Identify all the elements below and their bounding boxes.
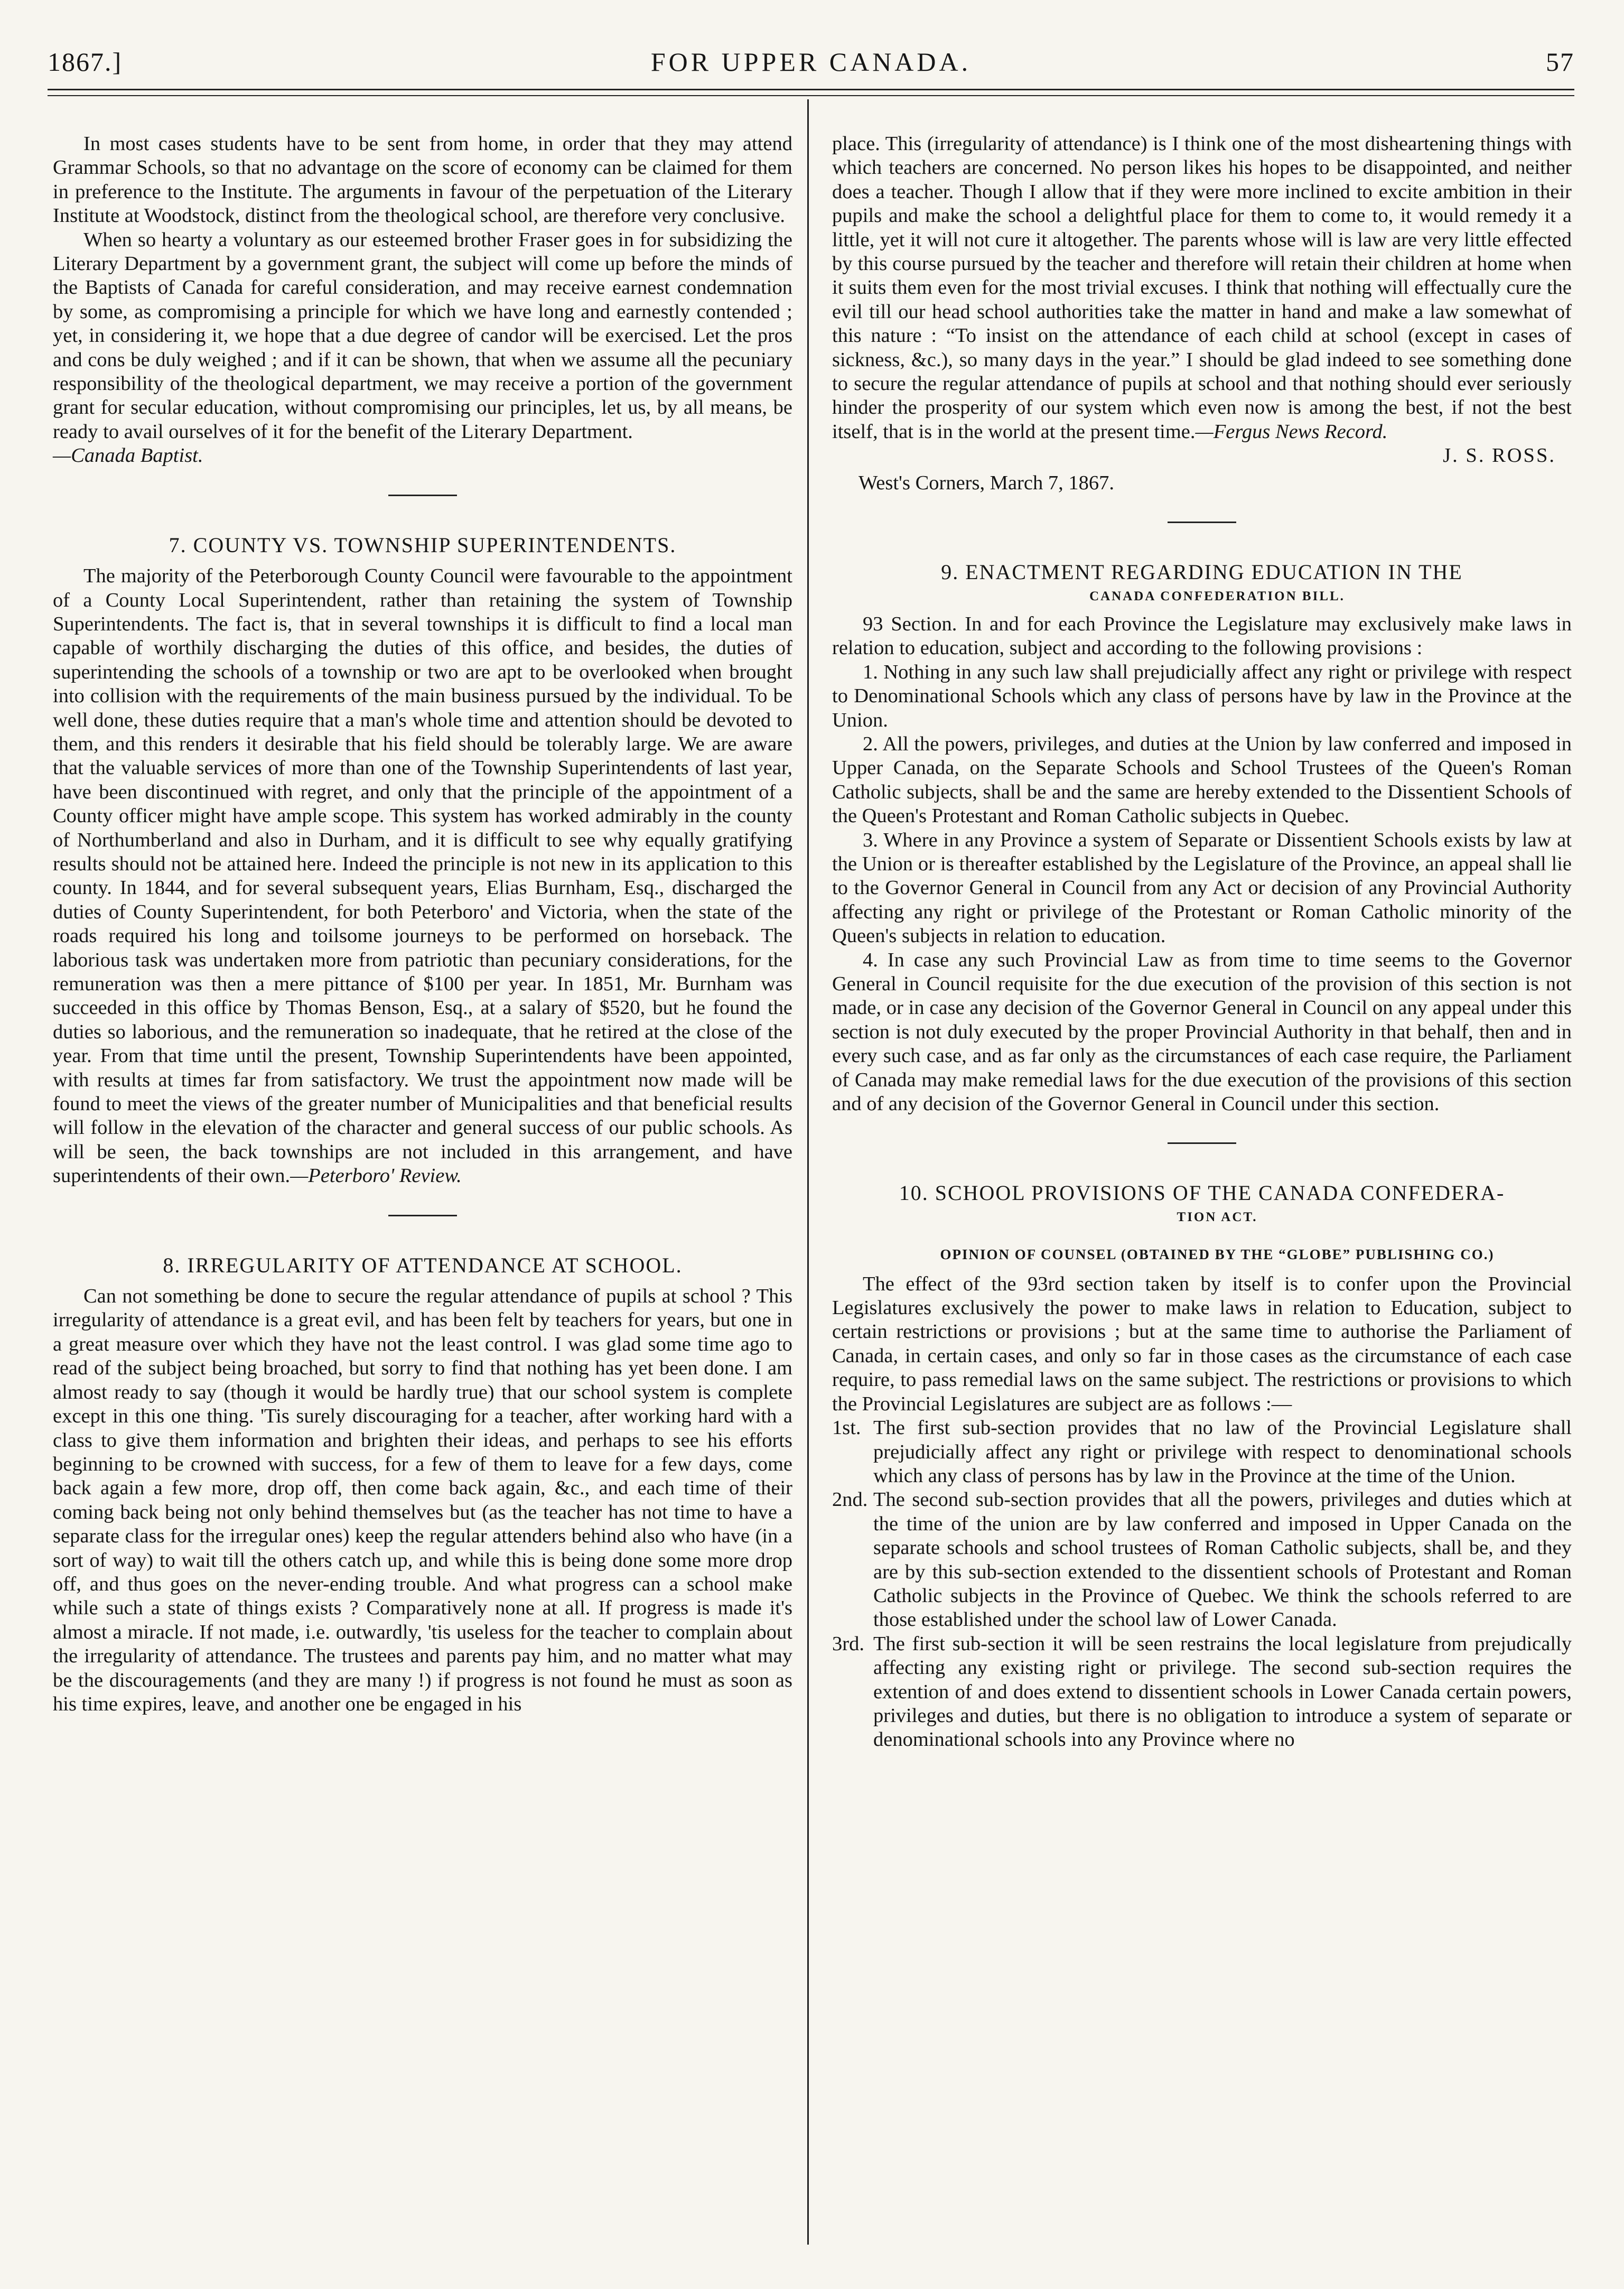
paragraph: When so hearty a voluntary as our esteemed brother Fraser goes in for subsidizing the Literary Department by a government grant, the subject will come up before the minds of the Baptists of Canada for careful consideration, and may receive earnest condemnation by some, as compromising a principle for which we have long and earnestly contended ; yet, in considering it, we hope that a due degree of candor will be exercised. Let the pros and cons be duly weighed ; and if it can be shown, that when we assume all the pecuniary responsibility of the theological department, we may receive a portion of the government grant for secular education, without compromising our principles, let us, by all means, be ready to avail ourselves of it for the benefit of the Literary Department. — [53, 228, 792, 443]
numbered-item — [832, 1416, 1572, 1488]
opinion-heading: OPINION OF COUNSEL (OBTAINED BY THE “GLOBE” PUBLISHING CO.) — [940, 1246, 1495, 1263]
header-rule-secondary — [48, 95, 1574, 96]
item-text: The second sub-section provides that all the powers, privileges and duties which at the time of the union are by law conferred and imposed in Upper Canada on the separate schools and school trustees of Roman Catholic subjects, shall be, and they are by this sub-section extended to the dissentient schools of Protestant and Roman Catholic subjects in the Province of Quebec. We think the schools referred to are those established under the school law of Lower Canada. — [873, 1488, 1572, 1631]
source-attribution: —Fergus News Record. — [1195, 420, 1388, 443]
item-text: The first sub-section provides that no law of the Provincial Legislature shall prejudicially affect any right or privilege with respect to denominational schools which any class of persons has by law in the Province at the time of the Union. — [873, 1417, 1572, 1487]
column-divider — [807, 99, 809, 2245]
paragraph: In most cases students have to be sent from home, in order that they may attend Grammar Schools, so that no advantage on the score of economy can be claimed for them in preference to the Institute. The arguments in favour of the perpetuation of the Literary Institute at Woodstock, distinct from the theological school, are therefore very conclusive. — [53, 133, 792, 227]
section-heading: 7. COUNTY VS. TOWNSHIP SUPERINTENDENTS. — [169, 533, 677, 557]
paragraph: Can not something be done to secure the regular attendance of pupils at school ? This irregularity of attendance is a great evil, and has been felt by teachers for years, but one in a great measure over which they have not the least control. I was glad some time ago to read of the subject being broached, but sorry to find that nothing has yet been done. I am almost ready to say (though it would be hardly true) that our school system is complete except in this one thing. 'Tis surely discouraging for a teacher, after working hard with a class to give them information and brighten their ideas, and perhaps to see his efforts beginning to be crowned with success, for a few of them to leave for a few days, come back again a few more, drop off, then come back again, &c., and each time of their coming back being not only behind themselves but (as the teacher has not time to have a separate class for the irregular ones) keep the regular attenders behind also who have (in a sort of way) to wait till the others catch up, and while this is being done some more drop off, and thus goes on the never-ending trouble. And what progress can a school make while such a state of things exists ? Comparatively none at all. If progress is made it's almost a miracle. If not made, i.e. outwardly, 'tis useless for the teacher to complain about the irregularity of attendance. The trustees and parents pay him, and no matter what may be the discouragements (and they are many !) if progress is not found he must as soon as his time expires, leave, and another one be engaged in his — [53, 1285, 792, 1715]
left-column — [53, 132, 792, 1716]
numbered-item — [832, 1632, 1572, 1752]
signature: J. S. ROSS. — [1443, 444, 1556, 467]
header-date: 1867.] — [48, 47, 123, 77]
item-text: The first sub-section it will be seen restrains the local legislature from prejudically affecting any existing right or privilege. The second sub-section requires the extention of and does extend to dissentient schools in Lower Canada certain powers, privileges and duties, but there is no obligation to introduce a system of separate or denominational schools into any Province where no — [873, 1632, 1572, 1751]
section-heading: 9. ENACTMENT REGARDING EDUCATION IN THE — [941, 560, 1463, 584]
paragraph: The majority of the Peterborough County Council were favourable to the appointment of a County Local Superintendent, rather than retaining the system of Township Superintendents. The fact is, that in several townships it is difficult to find a local man capable of worthily discharging the duties of this office, and besides, the duties of superintending the schools of a township or two are apt to be overlooked when brought into collision with the requirements of the main business pursued by the individual. To be well done, these duties require that a man's whole time and attention should be devoted to them, and this renders it desirable that his field should be tolerably large. We are aware that the valuable services of more than one of the Township Superintendents of last year, have been discontinued with regret, and only that the principle of the appointment of a County officer might have ample scope. This system has worked admirably in the county of Northumberland and also in Durham, and it is difficult to see why equally gratifying results should not be attained here. Indeed the principle is not new in its application to this county. In 1844, and for several subsequent years, Elias Burnham, Esq., discharged the duties of County Superintendent, for both Peterboro' and Victoria, when the state of the roads required his long and toilsome journeys to be performed on horseback. The laborious task was undertaken more from patriotic than pecuniary considerations, for the remuneration was then a mere pittance of $100 per year. In 1851, Mr. Burnham was succeeded in this office by Thomas Benson, Esq., at a salary of $520, but he found the duties so laborious, and the remuneration so inadequate, that he retired at the close of the year. From that time until the present, Township Superintendents have been appointed, with results at times far from satisfactory. We trust the appointment now made will be found to meet the views of the greater number of Municipalities and that beneficial results will follow in the elevation of the character and general success of our public schools. As will be seen, the back townships are not included in this arrangement, and have superintendents of their own.—Peterboro' Review. — [53, 565, 792, 1187]
paragraph: The effect of the 93rd section taken by itself is to confer upon the Provincial Legislatures exclusively the power to make laws in relation to Education, subject to certain restrictions or provisions ; but at the same time to authorise the Parliament of Canada, in certain cases, and only so far in those cases as the circumstance of each case require, to pass remedial laws on the same subject. The restrictions or provisions to which the Provincial Legislatures are subject are as follows :— — [832, 1272, 1572, 1415]
paragraph: 93 Section. In and for each Province the Legislature may exclusively make laws in relation to education, subject and according to the following provisions : — [832, 612, 1572, 659]
paragraph: place. This (irregularity of attendance) is I think one of the most disheartening things with which teachers are concerned. No person likes his hopes to be disappointed, and neither does a teacher. Though I allow that if they were more inclined to excite ambition in their pupils and make the school a delightful place for them to come to, it would remedy it a little, yet it will not cure it altogether. The parents whose will is law are very little effected by this course pursued by the teacher and therefore will retain their children at home when it suits them even for the most trivial excuses. I think that nothing will effectually cure the evil till our head school authorities take the matter in hand and make a law somewhat of this nature : “To insist on the attendance of each child at school (except in cases of sickness, &c.), so many days in the year.” I should be glad indeed to see something done to secure the regular attendance of pupils at school and that nothing should ever seriously hinder the prosperity of our system which even now is among the best, if not the best itself, that is in the world at the present time.—Fergus News Record. — [832, 133, 1572, 443]
section-divider — [1168, 522, 1236, 523]
source-attribution: —Peterboro' Review. — [290, 1165, 462, 1187]
running-header — [48, 46, 1574, 78]
item-number: 1st. — [832, 1417, 861, 1439]
provision-item: 1. Nothing in any such law shall prejudicially affect any right or privilege with respect to Denominational Schools which any class of persons have by law in the Province at the Union. — [832, 660, 1572, 731]
section-divider — [388, 495, 457, 496]
section-heading: 10. SCHOOL PROVISIONS OF THE CANADA CONFEDERA- — [899, 1181, 1505, 1205]
header-rule — [48, 89, 1574, 90]
provision-item: 4. In case any such Provincial Law as from time to time seems to the Governor General in Council requisite for the due execution of the provision of this section is not made, or in case any decision of the Governor General in Council on any appeal under this section is not duly executed by the proper Provincial Authority in that behalf, then and in every such case, and as far only as the circumstances of each case require, the Parliament of Canada may make remedial laws for the due execution of the provisions of this section and of any decision of the Governor General in Council under this section. — [832, 948, 1572, 1115]
dateline: West's Corners, March 7, 1867. — [858, 471, 1114, 494]
numbered-item — [832, 1488, 1572, 1632]
section-subheading: CANADA CONFEDERATION BILL. — [1089, 589, 1345, 603]
header-title: FOR UPPER CANADA. — [650, 47, 972, 77]
section-heading: 8. IRREGULARITY OF ATTENDANCE AT SCHOOL. — [163, 1253, 683, 1277]
section-divider — [1168, 1142, 1236, 1144]
section-subheading: TION ACT. — [1177, 1209, 1258, 1224]
page-number: 57 — [1546, 47, 1574, 77]
right-column — [832, 132, 1572, 1752]
source-attribution: —Canada Baptist. — [53, 444, 203, 467]
section-divider — [388, 1215, 457, 1216]
item-number: 2nd. — [832, 1488, 868, 1511]
provision-item: 3. Where in any Province a system of Separate or Dissentient Schools exists by law at the Union or is thereafter established by the Legislature of the Province, an appeal shall lie to the Governor General in Council from any Act or decision of any Provincial Authority affecting any right or privilege of the Protestant or Roman Catholic minority of the Queen's subjects in relation to education. — [832, 829, 1572, 947]
provision-item: 2. All the powers, privileges, and duties at the Union by law conferred and imposed in Upper Canada, on the Separate Schools and School Trustees of the Queen's Roman Catholic subjects, shall be and the same are hereby extended to the Dissentient Schools of the Queen's Protestant and Roman Catholic subjects in Quebec. — [832, 732, 1572, 827]
item-number: 3rd. — [832, 1632, 864, 1655]
